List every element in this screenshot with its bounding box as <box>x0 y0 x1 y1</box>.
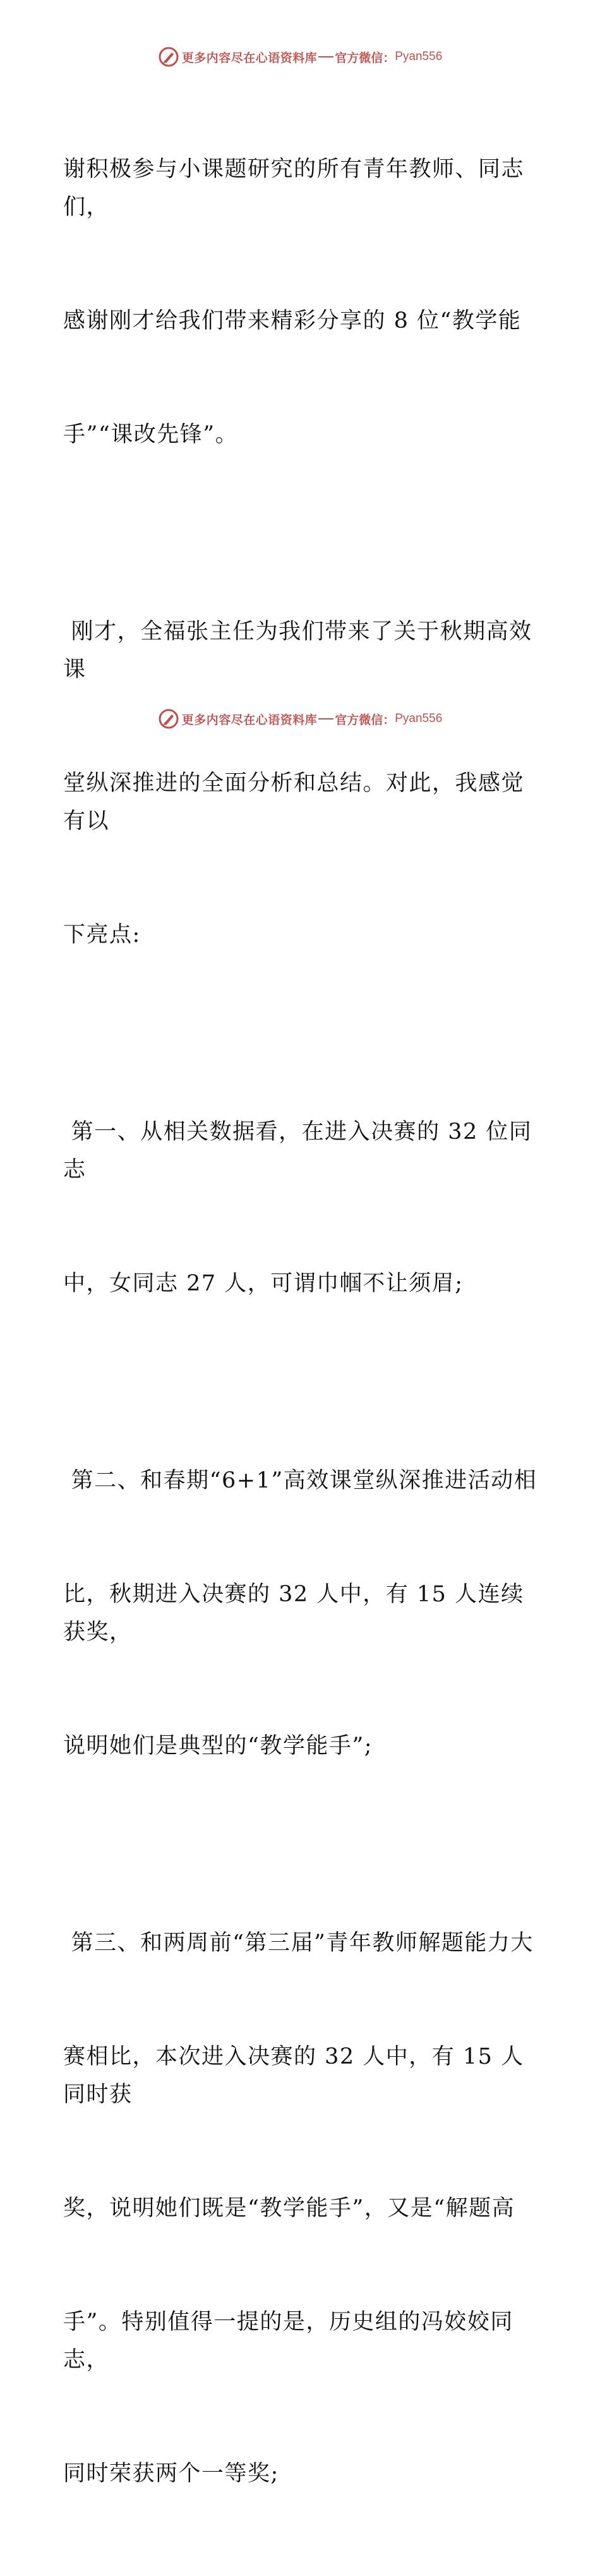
text-line: 中，女同志 27 人，可谓巾帼不让须眉; <box>63 1271 464 1296</box>
text-line: 下亮点: <box>63 922 141 948</box>
paragraph-3 <box>63 1037 543 1378</box>
paragraph-2 <box>63 537 543 1030</box>
text-line: 刚才，全福张主任为我们带来了关于秋期高效课 <box>63 619 532 682</box>
banner-main-text: 更多内容尽在心语资料库 <box>181 51 318 65</box>
text-line: 第一、从相关数据看，在进入决赛的 32 位同志 <box>63 1119 532 1183</box>
paragraph-4 <box>63 1386 543 1841</box>
text-line: 第二、和春期“6+1”高效课堂纵深推进活动相 <box>63 1468 537 1493</box>
text-line: 感谢刚才给我们带来精彩分享的 8 位“教学能 <box>63 308 522 334</box>
text-line: 手”。特别值得一提的是，历史组的冯姣姣同志， <box>63 2309 513 2373</box>
banner-sub-text: 官方微信： <box>335 713 395 727</box>
banner-sub-text: 官方微信： <box>335 51 395 65</box>
text-line: 奖，说明她们既是“教学能手”，又是“解题高 <box>63 2196 515 2221</box>
banner-dash <box>318 56 333 57</box>
banner-dash <box>318 718 333 719</box>
text-line: 手”“课改先锋”。 <box>63 422 239 447</box>
text-line: 比，秋期进入决赛的 32 人中，有 15 人连续获奖， <box>63 1582 524 1645</box>
text-line: 谢积极参与小课题研究的所有青年教师、同志们， <box>63 157 525 220</box>
banner-wechat-id: Pyan556 <box>395 712 443 725</box>
paragraph-1 <box>63 75 543 529</box>
text-line: 第三、和两周前“第三届”青年教师解题能力大 <box>63 1930 534 1956</box>
document-body <box>63 75 543 2576</box>
pen-logo-icon <box>158 708 179 730</box>
text-line: 堂纵深推进的全面分析和总结。对此，我感觉有以 <box>63 771 525 834</box>
text-line: 说明她们是典型的“教学能手”; <box>63 1733 373 1759</box>
banner-wechat-id: Pyan556 <box>395 50 443 63</box>
banner-main-text: 更多内容尽在心语资料库 <box>181 713 318 727</box>
pen-logo-icon <box>158 46 179 68</box>
text-line: 赛相比，本次进入决赛的 32 人中，有 15 人同时获 <box>63 2044 524 2107</box>
text-line: 同时荣获两个一等奖; <box>63 2461 279 2486</box>
header-watermark-banner <box>0 44 600 69</box>
paragraph-5 <box>63 1848 543 2568</box>
footer-watermark-banner <box>0 706 600 731</box>
